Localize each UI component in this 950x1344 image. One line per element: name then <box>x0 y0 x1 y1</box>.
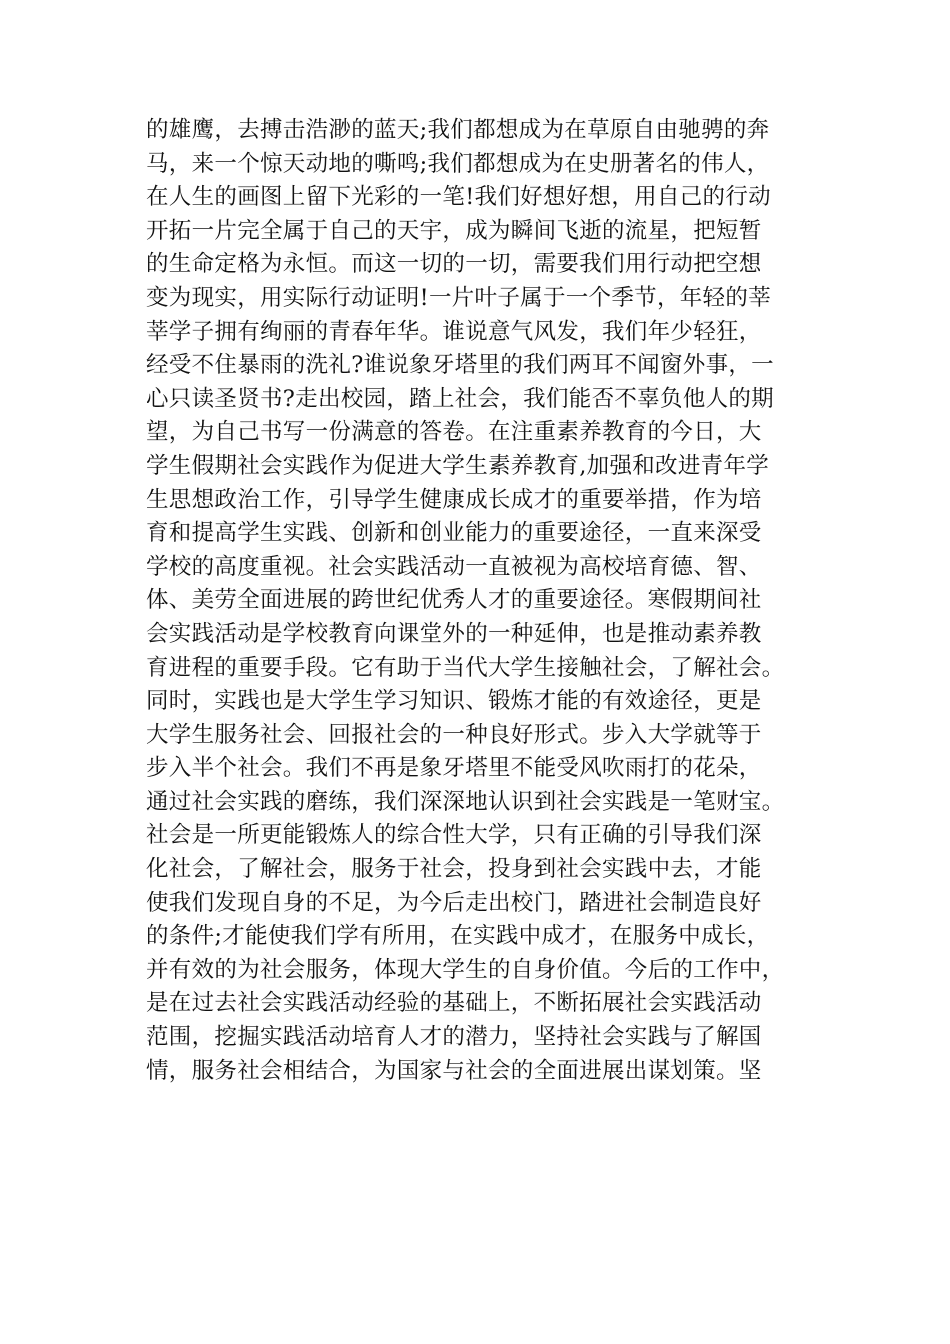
text-line: 化社会，了解社会，服务于社会，投身到社会实践中去，才能 <box>146 856 762 883</box>
text-line: 范围，挖掘实践活动培育人才的潜力，坚持社会实践与了解国 <box>146 1024 762 1051</box>
text-line: 通过社会实践的磨练，我们深深地认识到社会实践是一笔财宝。 <box>146 788 785 815</box>
text-line: 体、美劳全面进展的跨世纪优秀人才的重要途径。寒假期间社 <box>146 587 762 614</box>
text-line: 使我们发现自身的不足，为今后走出校门，踏进社会制造良好 <box>146 889 762 916</box>
text-line: 的条件;才能使我们学有所用，在实践中成才，在服务中成长， <box>146 923 770 950</box>
text-line: 生思想政治工作，引导学生健康成长成才的重要举措，作为培 <box>146 486 762 513</box>
text-line: 马，来一个惊天动地的嘶鸣;我们都想成为在史册著名的伟人， <box>146 150 770 177</box>
text-line: 经受不住暴雨的洗礼?谁说象牙塔里的我们两耳不闻窗外事，一 <box>146 352 774 379</box>
text-line: 会实践活动是学校教育向课堂外的一种延伸，也是推动素养教 <box>146 620 762 647</box>
text-line: 心只读圣贤书?走出校园，踏上社会，我们能否不辜负他人的期 <box>146 385 774 412</box>
body-paragraph <box>146 114 814 1088</box>
text-line: 学生假期社会实践作为促进大学生素养教育,加强和改进青年学 <box>146 452 770 479</box>
text-line: 大学生服务社会、回报社会的一种良好形式。步入大学就等于 <box>146 721 762 748</box>
text-line: 同时，实践也是大学生学习知识、锻炼才能的有效途径，更是 <box>146 688 762 715</box>
text-line: 开拓一片完全属于自己的天宇，成为瞬间飞逝的流星，把短暂 <box>146 217 762 244</box>
text-line: 育进程的重要手段。它有助于当代大学生接触社会，了解社会。 <box>146 654 785 681</box>
text-line: 的生命定格为永恒。而这一切的一切，需要我们用行动把空想 <box>146 251 762 278</box>
text-line: 在人生的画图上留下光彩的一笔!我们好想好想，用自己的行动 <box>146 184 771 211</box>
text-line: 望，为自己书写一份满意的答卷。在注重素养教育的今日，大 <box>146 419 762 446</box>
text-line: 情，服务社会相结合，为国家与社会的全面进展出谋划策。坚 <box>146 1057 762 1084</box>
text-line: 的雄鹰，去搏击浩渺的蓝天;我们都想成为在草原自由驰骋的奔 <box>146 117 770 143</box>
text-line: 社会是一所更能锻炼人的综合性大学，只有正确的引导我们深 <box>146 822 762 849</box>
text-line: 学校的高度重视。社会实践活动一直被视为高校培育德、智、 <box>146 553 762 580</box>
text-line: 并有效的为社会服务，体现大学生的自身价值。今后的工作中， <box>146 956 785 983</box>
text-line: 步入半个社会。我们不再是象牙塔里不能受风吹雨打的花朵， <box>146 755 762 782</box>
text-line: 育和提高学生实践、创新和创业能力的重要途径，一直来深受 <box>146 520 762 547</box>
text-line: 是在过去社会实践活动经验的基础上，不断拓展社会实践活动 <box>146 990 762 1017</box>
text-line: 莘学子拥有绚丽的青春年华。谁说意气风发，我们年少轻狂， <box>146 318 762 345</box>
text-line: 变为现实，用实际行动证明!一片叶子属于一个季节，年轻的莘 <box>146 284 771 311</box>
